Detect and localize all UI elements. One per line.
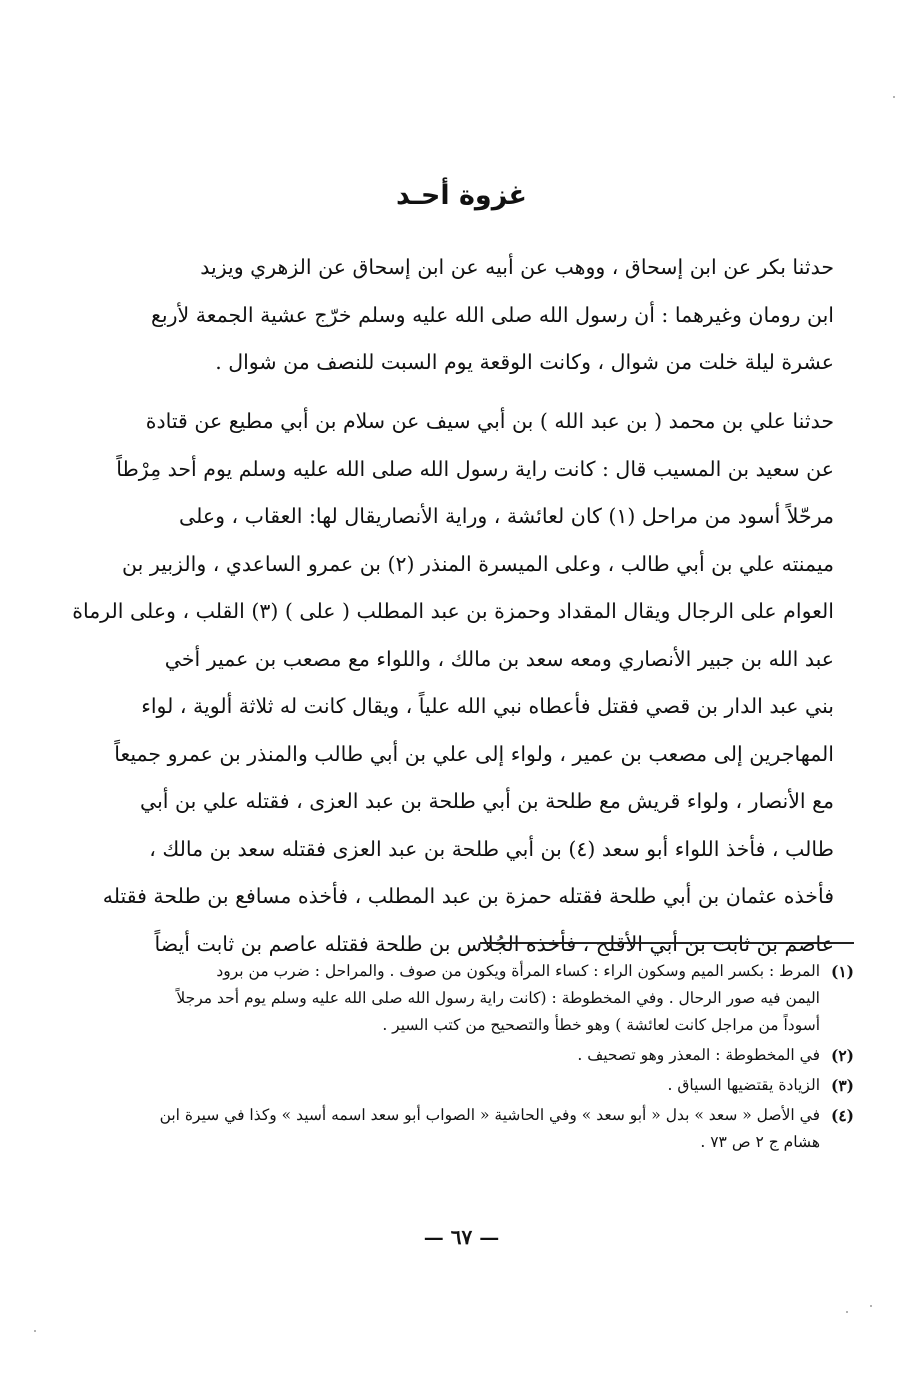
text-line: حدثنا بكر عن ابن إسحاق ، ووهب عن أبيه عن ابن إسحاق عن الزهري ويزيد (200, 255, 834, 279)
text-line: عن سعيد بن المسيب قال : كانت راية رسول الله صلى الله عليه وسلم يوم أحد مِرْطاً (116, 456, 834, 481)
footnote-line: في الأصل « سعد » بدل « أبو سعد » وفي الحاشية « الصواب أبو سعد اسمه أسيد » وكذا في سيرة ابن (159, 1106, 820, 1124)
footnote-text (140, 1042, 820, 1069)
scan-speck (846, 1311, 848, 1313)
footnote-text (140, 1102, 820, 1156)
text-line: حدثنا علي بن محمد ( بن عبد الله ) بن أبي سيف عن سلام بن أبي مطيع عن قتادة (145, 409, 834, 433)
text-line: طالب ، فأخذ اللواء أبو سعد (٤) بن أبي طلحة بن عبد العزى فقتله سعد بن مالك ، (149, 836, 834, 861)
footnote-line: هشام ج ٢ ص ٧٣ . (700, 1133, 820, 1151)
text-line: عبد الله بن جبير الأنصاري ومعه سعد بن مالك ، واللواء مع مصعب بن عمير أخي (164, 646, 834, 671)
paragraph-2 (72, 398, 834, 968)
footnotes (140, 958, 854, 1159)
scan-speck (870, 1305, 872, 1307)
text-line: العوام على الرجال ويقال المقداد وحمزة بن عبد المطلب ( على ) (٣) القلب ، وعلى الرماة (72, 599, 834, 623)
text-line: فأخذه عثمان بن أبي طلحة فقتله حمزة بن عبد المطلب ، فأخذه مسافع بن طلحة فقتله (102, 884, 834, 908)
text-line: المهاجرين إلى مصعب بن عمير ، ولواء إلى علي بن أبي طالب والمنذر بن عمرو جميعاً (114, 741, 834, 766)
footnote-1 (140, 958, 854, 1039)
text-line: بني عبد الدار بن قصي فقتل فأعطاه نبي الله علياً ، ويقال كانت له ثلاثة ألوية ، لواء (141, 694, 834, 718)
text-line: عاصم بن ثابت بن أبي الأقلح ، فأخذه الجُلاس بن طلحة فقتله عاصم بن ثابت أيضاً (154, 931, 834, 956)
text-line: مع الأنصار ، ولواء قريش مع طلحة بن أبي طلحة بن عبد العزى ، فقتله علي بن أبي (140, 789, 834, 813)
page-title: غزوة أحـد (396, 180, 527, 211)
text-line: ابن رومان وغيرهما : أن رسول الله صلى الله عليه وسلم خرّج عشية الجمعة لأربع (150, 302, 834, 327)
footnote-line: في المخطوطة : المعذر وهو تصحيف . (577, 1046, 820, 1064)
paragraph-1 (118, 244, 834, 387)
page-number: — ٦٧ — (423, 1225, 500, 1249)
text-line: عشرة ليلة خلت من شوال ، وكانت الوقعة يوم السبت للنصف من شوال . (215, 350, 834, 374)
footnote-divider (480, 942, 854, 944)
footnote-number: (٣) (830, 1076, 854, 1095)
footnote-text (140, 1072, 820, 1099)
scan-speck (893, 96, 895, 98)
footnote-4 (140, 1102, 854, 1156)
footnote-2 (140, 1042, 854, 1069)
scan-speck (34, 1330, 36, 1332)
footnote-text (140, 958, 820, 1039)
text-line: مرحّلاً أسود من مراحل (١) كان لعائشة ، وراية الأنصاريقال لها: العقاب ، وعلى (179, 504, 834, 528)
footnote-line: الزيادة يقتضيها السياق . (667, 1076, 820, 1094)
footnote-line: أسوداً من مراجل كانت لعائشة ) وهو خطأ والتصحيح من كتب السير . (382, 1016, 820, 1034)
footnote-line: اليمن فيه صور الرحال . وفي المخطوطة : (كانت راية رسول الله صلى الله عليه وسلم يوم أحد مرجلاً (176, 989, 820, 1007)
footnote-number: (٢) (830, 1046, 854, 1065)
footnote-line: المرط : بكسر الميم وسكون الراء : كساء المرأة ويكون من صوف . والمراحل : ضرب من برود (216, 962, 820, 980)
footnote-3 (140, 1072, 854, 1099)
footnote-number: (٤) (830, 1106, 854, 1125)
text-line: ميمنته علي بن أبي طالب ، وعلى الميسرة المنذر (٢) بن عمرو الساعدي ، والزبير بن (122, 551, 834, 576)
footnote-number: (١) (830, 962, 854, 981)
